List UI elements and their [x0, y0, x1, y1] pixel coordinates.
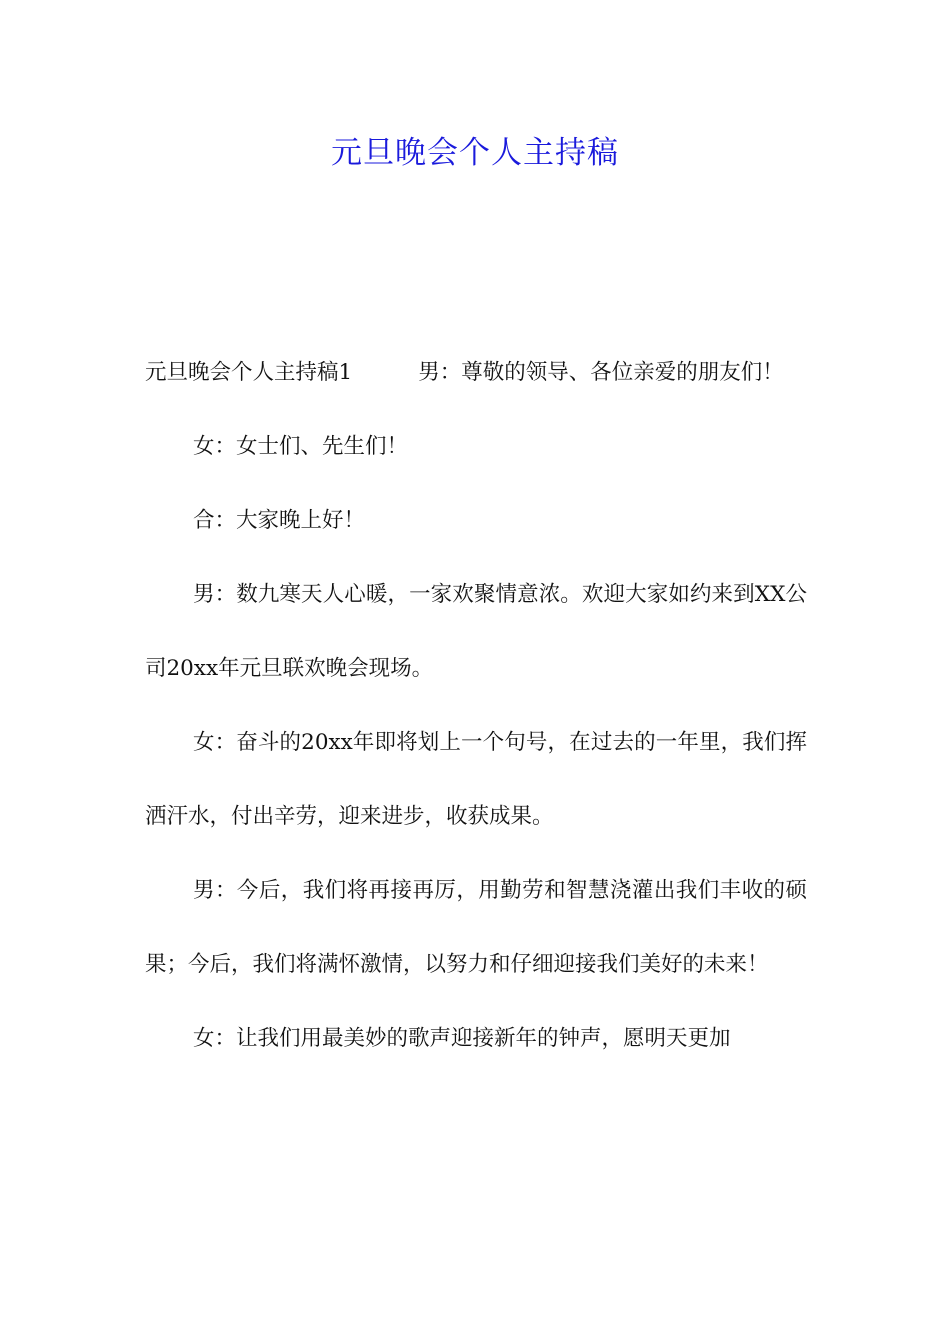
first-paragraph [145, 336, 807, 410]
paragraph-6: 女：让我们用最美妙的歌声迎接新年的钟声，愿明天更加 [193, 1026, 731, 1051]
paragraph-1: 女：女士们、先生们！ [193, 434, 409, 459]
first-line-text: 男：尊敬的领导、各位亲爱的朋友们！ [418, 360, 784, 385]
paragraph-4: 女：奋斗的20xx年即将划上一个句号，在过去的一年里，我们挥洒汗水，付出辛劳，迎来进步，收获成果。 [145, 730, 807, 829]
paragraph-3: 男：数九寒天人心暖，一家欢聚情意浓。欢迎大家如约来到XX公司20xx年元旦联欢晚会现场。 [145, 582, 807, 681]
paragraph-2: 合：大家晚上好！ [193, 508, 366, 533]
section-heading: 元旦晚会个人主持稿1 [145, 360, 353, 385]
paragraph-5: 男：今后，我们将再接再厉，用勤劳和智慧浇灌出我们丰收的硕果；今后，我们将满怀激情，以努力和仔细迎接我们美好的未来！ [145, 878, 807, 977]
document-title: 元旦晚会个人主持稿 [331, 135, 619, 171]
document-body [145, 336, 807, 1076]
